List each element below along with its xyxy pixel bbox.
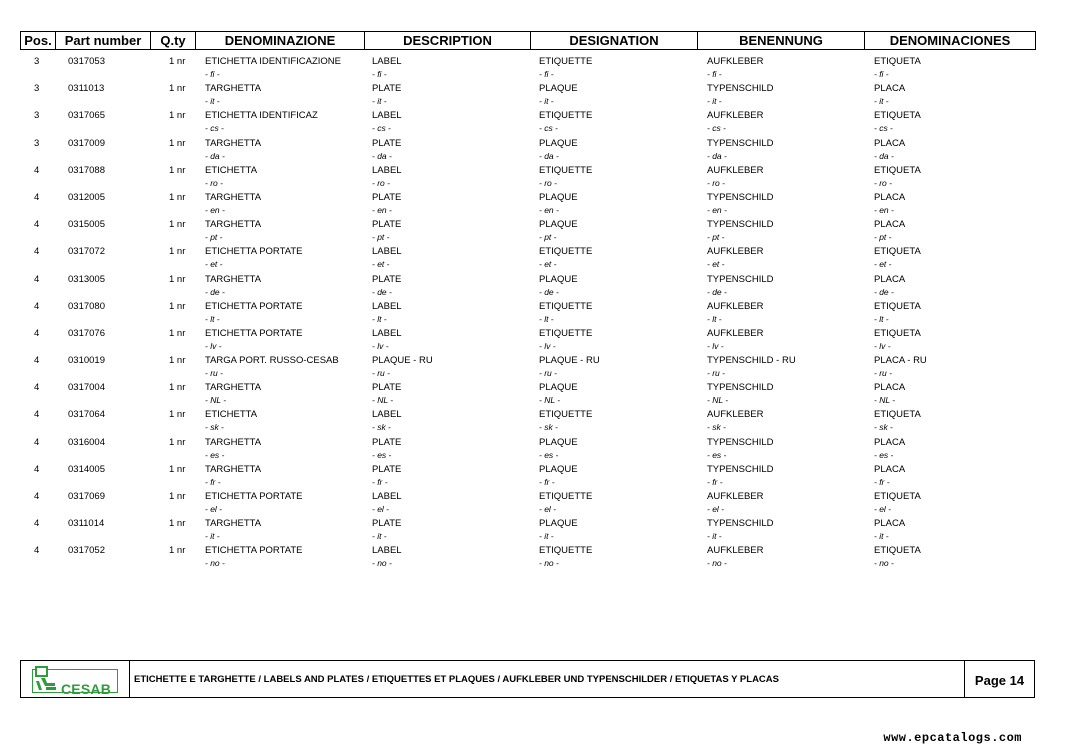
row-language-code: - it -	[372, 531, 387, 542]
column-header-pos: Pos.	[21, 32, 56, 50]
row-pos: 4	[34, 273, 40, 285]
row-qty: 1 nr	[169, 518, 186, 530]
row-denominaciones: PLACA	[874, 83, 906, 95]
row-description: LABEL	[372, 164, 402, 176]
row-denominazione: TARGHETTA	[205, 219, 262, 231]
row-denominazione: ETICHETTA PORTATE	[205, 491, 303, 502]
row-language-code: - sk -	[372, 422, 391, 433]
row-language-code: - it -	[539, 531, 554, 542]
row-language-code: - ro -	[707, 177, 725, 188]
row-description: PLATE	[372, 273, 402, 285]
row-description: LABEL	[372, 545, 402, 557]
row-language-code: - no -	[205, 558, 225, 569]
row-qty: 1 nr	[169, 83, 186, 95]
row-language-code: - pt -	[372, 232, 390, 243]
row-language-code: - cs -	[707, 123, 726, 134]
table-row	[20, 244, 1035, 271]
row-benennung: TYPENSCHILD - RU	[707, 355, 796, 367]
row-language-code: - fi -	[707, 69, 722, 79]
row-benennung: TYPENSCHILD	[707, 83, 774, 95]
row-part-number: 0310019	[68, 355, 105, 367]
row-pos: 3	[34, 56, 40, 67]
table-row	[20, 299, 1035, 326]
row-denominaciones: PLACA	[874, 463, 906, 475]
row-language-code: - lt -	[707, 313, 722, 324]
row-language-code: - lv -	[372, 340, 389, 351]
row-language-code: - NL -	[205, 395, 227, 406]
row-part-number: 0317072	[68, 246, 105, 258]
row-language-code: - fi -	[372, 69, 387, 79]
row-denominazione: ETICHETTA PORTATE	[205, 246, 303, 258]
row-denominazione: TARGA PORT. RUSSO-CESAB	[205, 355, 339, 367]
row-language-code: - en -	[707, 204, 727, 215]
row-part-number: 0313005	[68, 273, 105, 285]
row-language-code: - el -	[539, 504, 556, 514]
row-denominaciones: ETIQUETA	[874, 164, 921, 176]
row-language-code: - sk -	[707, 422, 726, 433]
row-qty: 1 nr	[169, 273, 186, 285]
row-description: PLATE	[372, 436, 402, 448]
row-language-code: - cs -	[372, 123, 391, 134]
row-denominazione: ETICHETTA	[205, 409, 258, 421]
row-denominaciones: ETIQUETA	[874, 56, 921, 67]
row-language-code: - it -	[707, 96, 722, 107]
table-row	[20, 543, 1035, 570]
row-designation: PLAQUE - RU	[539, 355, 600, 367]
row-description: PLATE	[372, 137, 402, 149]
row-language-code: - de -	[874, 286, 894, 297]
row-part-number: 0317088	[68, 164, 105, 176]
row-language-code: - es -	[707, 449, 727, 460]
table-row	[20, 353, 1035, 380]
row-benennung: TYPENSCHILD	[707, 219, 774, 231]
row-benennung: AUFKLEBER	[707, 545, 764, 557]
table-row	[20, 489, 1035, 516]
row-part-number: 0315005	[68, 219, 105, 231]
row-pos: 4	[34, 219, 40, 231]
row-designation: ETIQUETTE	[539, 491, 593, 502]
row-language-code: - et -	[372, 259, 390, 270]
row-language-code: - lt -	[874, 313, 889, 324]
row-description: LABEL	[372, 246, 402, 258]
row-denominaciones: PLACA	[874, 191, 906, 203]
row-denominazione: ETICHETTA PORTATE	[205, 545, 303, 557]
row-language-code: - el -	[874, 504, 891, 514]
row-benennung: AUFKLEBER	[707, 246, 764, 258]
row-language-code: - pt -	[874, 232, 892, 243]
table-row	[20, 407, 1035, 434]
row-language-code: - ro -	[539, 177, 557, 188]
table-row	[20, 54, 1035, 81]
row-language-code: - pt -	[205, 232, 223, 243]
column-header-description: DESCRIPTION	[365, 32, 531, 50]
row-pos: 4	[34, 491, 40, 502]
row-designation: PLAQUE	[539, 219, 578, 231]
row-language-code: - no -	[707, 558, 727, 569]
row-language-code: - lt -	[372, 313, 387, 324]
row-language-code: - fi -	[539, 69, 554, 79]
row-language-code: - de -	[539, 286, 559, 297]
table-row	[20, 81, 1035, 108]
row-qty: 1 nr	[169, 246, 186, 258]
row-language-code: - ru -	[707, 368, 725, 379]
row-denominaciones: ETIQUETA	[874, 545, 921, 557]
row-language-code: - pt -	[707, 232, 725, 243]
row-description: LABEL	[372, 110, 402, 122]
parts-table-body	[20, 54, 1035, 571]
row-designation: PLAQUE	[539, 83, 578, 95]
row-language-code: - de -	[707, 286, 727, 297]
row-language-code: - ru -	[539, 368, 557, 379]
row-language-code: - sk -	[874, 422, 893, 433]
row-language-code: - lv -	[539, 340, 556, 351]
row-language-code: - pt -	[539, 232, 557, 243]
row-part-number: 0314005	[68, 463, 105, 475]
row-language-code: - el -	[707, 504, 724, 514]
row-denominazione: ETICHETTA IDENTIFICAZ	[205, 110, 318, 122]
row-qty: 1 nr	[169, 300, 186, 312]
table-row	[20, 272, 1035, 299]
row-qty: 1 nr	[169, 409, 186, 421]
row-language-code: - ru -	[874, 368, 892, 379]
row-description: LABEL	[372, 300, 402, 312]
row-language-code: - it -	[874, 96, 889, 107]
row-benennung: AUFKLEBER	[707, 327, 764, 339]
row-qty: 1 nr	[169, 355, 186, 367]
row-benennung: TYPENSCHILD	[707, 382, 774, 394]
row-benennung: TYPENSCHILD	[707, 436, 774, 448]
row-pos: 4	[34, 436, 40, 448]
row-denominazione: TARGHETTA	[205, 463, 262, 475]
row-description: LABEL	[372, 327, 402, 339]
row-language-code: - no -	[539, 558, 559, 569]
row-denominaciones: PLACA	[874, 382, 906, 394]
row-designation: ETIQUETTE	[539, 56, 593, 67]
row-language-code: - fr -	[205, 476, 221, 487]
row-qty: 1 nr	[169, 164, 186, 176]
column-header-designation: DESIGNATION	[531, 32, 698, 50]
row-pos: 3	[34, 83, 40, 95]
row-pos: 4	[34, 463, 40, 475]
row-denominaciones: ETIQUETA	[874, 300, 921, 312]
row-language-code: - fr -	[707, 476, 723, 487]
row-benennung: TYPENSCHILD	[707, 191, 774, 203]
row-benennung: AUFKLEBER	[707, 300, 764, 312]
page-number: Page 14	[964, 661, 1034, 697]
row-description: PLATE	[372, 518, 402, 530]
row-pos: 4	[34, 300, 40, 312]
row-qty: 1 nr	[169, 327, 186, 339]
row-language-code: - no -	[874, 558, 894, 569]
row-part-number: 0317052	[68, 545, 105, 557]
table-row	[20, 435, 1035, 462]
section-title: ETICHETTE E TARGHETTE / LABELS AND PLATES / ETIQUETTES ET PLAQUES / AUFKLEBER UND TYPENSCHILDER / ETIQUETAS Y PLACAS	[134, 674, 779, 685]
row-language-code: - et -	[707, 259, 725, 270]
row-language-code: - et -	[539, 259, 557, 270]
row-denominazione: ETICHETTA IDENTIFICAZIONE	[205, 56, 341, 67]
row-language-code: - es -	[205, 449, 225, 460]
parts-table-header	[20, 31, 1036, 50]
row-pos: 4	[34, 246, 40, 258]
forklift-operator-icon	[33, 665, 63, 695]
row-language-code: - es -	[874, 449, 894, 460]
row-qty: 1 nr	[169, 137, 186, 149]
row-designation: ETIQUETTE	[539, 164, 593, 176]
row-language-code: - ru -	[205, 368, 223, 379]
table-row	[20, 217, 1035, 244]
row-description: LABEL	[372, 409, 402, 421]
row-language-code: - it -	[874, 531, 889, 542]
row-part-number: 0317065	[68, 110, 105, 122]
table-row	[20, 163, 1035, 190]
row-language-code: - it -	[205, 531, 220, 542]
table-row	[20, 462, 1035, 489]
row-designation: PLAQUE	[539, 137, 578, 149]
row-language-code: - lv -	[874, 340, 891, 351]
row-denominaciones: PLACA	[874, 137, 906, 149]
row-qty: 1 nr	[169, 545, 186, 557]
row-benennung: TYPENSCHILD	[707, 518, 774, 530]
row-qty: 1 nr	[169, 491, 186, 502]
row-language-code: - ro -	[874, 177, 892, 188]
row-denominaciones: PLACA	[874, 273, 906, 285]
row-qty: 1 nr	[169, 56, 186, 67]
row-part-number: 0317080	[68, 300, 105, 312]
row-language-code: - en -	[874, 204, 894, 215]
row-designation: ETIQUETTE	[539, 545, 593, 557]
row-benennung: TYPENSCHILD	[707, 463, 774, 475]
column-header-qty: Q.ty	[151, 32, 196, 50]
row-part-number: 0317069	[68, 491, 105, 502]
row-part-number: 0317053	[68, 56, 105, 67]
row-part-number: 0316004	[68, 436, 105, 448]
row-language-code: - et -	[874, 259, 892, 270]
row-designation: ETIQUETTE	[539, 246, 593, 258]
row-denominaciones: PLACA - RU	[874, 355, 927, 367]
row-designation: PLAQUE	[539, 273, 578, 285]
row-language-code: - ro -	[205, 177, 223, 188]
row-language-code: - cs -	[205, 123, 224, 134]
row-denominaciones: ETIQUETA	[874, 327, 921, 339]
logo-text: CESAB	[61, 681, 112, 697]
row-pos: 4	[34, 545, 40, 557]
row-designation: ETIQUETTE	[539, 300, 593, 312]
row-language-code: - sk -	[205, 422, 224, 433]
page-footer	[20, 660, 1035, 698]
row-designation: PLAQUE	[539, 436, 578, 448]
row-pos: 3	[34, 137, 40, 149]
column-header-denominaciones: DENOMINACIONES	[865, 32, 1036, 50]
table-row	[20, 380, 1035, 407]
row-description: PLATE	[372, 382, 402, 394]
row-language-code: - da -	[707, 150, 727, 161]
row-part-number: 0317076	[68, 327, 105, 339]
row-language-code: - NL -	[874, 395, 896, 406]
row-benennung: TYPENSCHILD	[707, 137, 774, 149]
row-designation: PLAQUE	[539, 191, 578, 203]
row-language-code: - lt -	[205, 313, 220, 324]
row-denominazione: TARGHETTA	[205, 137, 262, 149]
row-designation: PLAQUE	[539, 463, 578, 475]
row-benennung: AUFKLEBER	[707, 409, 764, 421]
website-watermark: www.epcatalogs.com	[883, 731, 1022, 745]
row-part-number: 0311013	[68, 83, 105, 95]
column-header-benennung: BENENNUNG	[698, 32, 865, 50]
row-denominaciones: PLACA	[874, 436, 906, 448]
row-denominazione: ETICHETTA PORTATE	[205, 327, 303, 339]
row-description: LABEL	[372, 491, 402, 502]
table-row	[20, 190, 1035, 217]
row-language-code: - fi -	[205, 69, 220, 79]
table-row	[20, 136, 1035, 163]
row-pos: 4	[34, 327, 40, 339]
row-language-code: - de -	[372, 286, 392, 297]
row-benennung: AUFKLEBER	[707, 56, 764, 67]
row-language-code: - en -	[205, 204, 225, 215]
row-description: LABEL	[372, 56, 402, 67]
row-description: PLAQUE - RU	[372, 355, 433, 367]
row-designation: PLAQUE	[539, 382, 578, 394]
row-part-number: 0317064	[68, 409, 105, 421]
row-language-code: - da -	[874, 150, 894, 161]
row-designation: ETIQUETTE	[539, 409, 593, 421]
row-language-code: - it -	[372, 96, 387, 107]
row-denominazione: ETICHETTA	[205, 164, 258, 176]
column-header-part-number: Part number	[56, 32, 151, 50]
table-row	[20, 108, 1035, 135]
row-part-number: 0317004	[68, 382, 105, 394]
row-language-code: - cs -	[539, 123, 558, 134]
row-denominazione: TARGHETTA	[205, 382, 262, 394]
row-language-code: - de -	[205, 286, 225, 297]
row-denominazione: TARGHETTA	[205, 83, 262, 95]
row-denominaciones: ETIQUETA	[874, 409, 921, 421]
row-pos: 4	[34, 191, 40, 203]
row-qty: 1 nr	[169, 219, 186, 231]
row-language-code: - da -	[539, 150, 559, 161]
row-part-number: 0311014	[68, 518, 105, 530]
row-pos: 4	[34, 409, 40, 421]
row-qty: 1 nr	[169, 382, 186, 394]
row-language-code: - en -	[372, 204, 392, 215]
row-pos: 4	[34, 382, 40, 394]
row-language-code: - el -	[205, 504, 222, 514]
row-language-code: - it -	[205, 96, 220, 107]
row-denominazione: TARGHETTA	[205, 191, 262, 203]
row-pos: 4	[34, 164, 40, 176]
row-pos: 4	[34, 518, 40, 530]
row-denominaciones: ETIQUETA	[874, 110, 921, 122]
row-language-code: - ro -	[372, 177, 390, 188]
row-language-code: - da -	[205, 150, 225, 161]
row-benennung: AUFKLEBER	[707, 164, 764, 176]
row-language-code: - es -	[539, 449, 559, 460]
table-row	[20, 516, 1035, 543]
row-designation: ETIQUETTE	[539, 110, 593, 122]
row-benennung: AUFKLEBER	[707, 110, 764, 122]
row-denominazione: TARGHETTA	[205, 436, 262, 448]
row-part-number: 0312005	[68, 191, 105, 203]
row-part-number: 0317009	[68, 137, 105, 149]
row-language-code: - NL -	[707, 395, 729, 406]
row-qty: 1 nr	[169, 436, 186, 448]
row-denominazione: ETICHETTA PORTATE	[205, 300, 303, 312]
table-row	[20, 326, 1035, 353]
column-header-denominazione: DENOMINAZIONE	[196, 32, 365, 50]
row-description: PLATE	[372, 83, 402, 95]
row-language-code: - fi -	[874, 69, 889, 79]
row-language-code: - el -	[372, 504, 389, 514]
row-language-code: - sk -	[539, 422, 558, 433]
row-benennung: TYPENSCHILD	[707, 273, 774, 285]
row-language-code: - fr -	[539, 476, 555, 487]
row-language-code: - lv -	[205, 340, 222, 351]
row-language-code: - it -	[707, 531, 722, 542]
row-language-code: - it -	[539, 96, 554, 107]
row-denominaciones: ETIQUETA	[874, 491, 921, 502]
row-language-code: - ru -	[372, 368, 390, 379]
row-benennung: AUFKLEBER	[707, 491, 764, 502]
row-language-code: - NL -	[372, 395, 394, 406]
row-language-code: - NL -	[539, 395, 561, 406]
row-language-code: - lt -	[539, 313, 554, 324]
row-qty: 1 nr	[169, 191, 186, 203]
row-designation: PLAQUE	[539, 518, 578, 530]
row-description: PLATE	[372, 219, 402, 231]
cesab-logo	[21, 661, 130, 697]
row-language-code: - fr -	[874, 476, 890, 487]
row-language-code: - cs -	[874, 123, 893, 134]
row-description: PLATE	[372, 191, 402, 203]
row-language-code: - da -	[372, 150, 392, 161]
row-language-code: - et -	[205, 259, 223, 270]
row-designation: ETIQUETTE	[539, 327, 593, 339]
row-qty: 1 nr	[169, 463, 186, 475]
row-denominazione: TARGHETTA	[205, 518, 262, 530]
row-denominaciones: ETIQUETA	[874, 246, 921, 258]
row-pos: 4	[34, 355, 40, 367]
row-language-code: - en -	[539, 204, 559, 215]
row-denominazione: TARGHETTA	[205, 273, 262, 285]
row-language-code: - es -	[372, 449, 392, 460]
row-denominaciones: PLACA	[874, 518, 906, 530]
row-language-code: - fr -	[372, 476, 388, 487]
row-description: PLATE	[372, 463, 402, 475]
row-denominaciones: PLACA	[874, 219, 906, 231]
row-language-code: - no -	[372, 558, 392, 569]
row-qty: 1 nr	[169, 110, 186, 122]
row-language-code: - lv -	[707, 340, 724, 351]
row-pos: 3	[34, 110, 40, 122]
